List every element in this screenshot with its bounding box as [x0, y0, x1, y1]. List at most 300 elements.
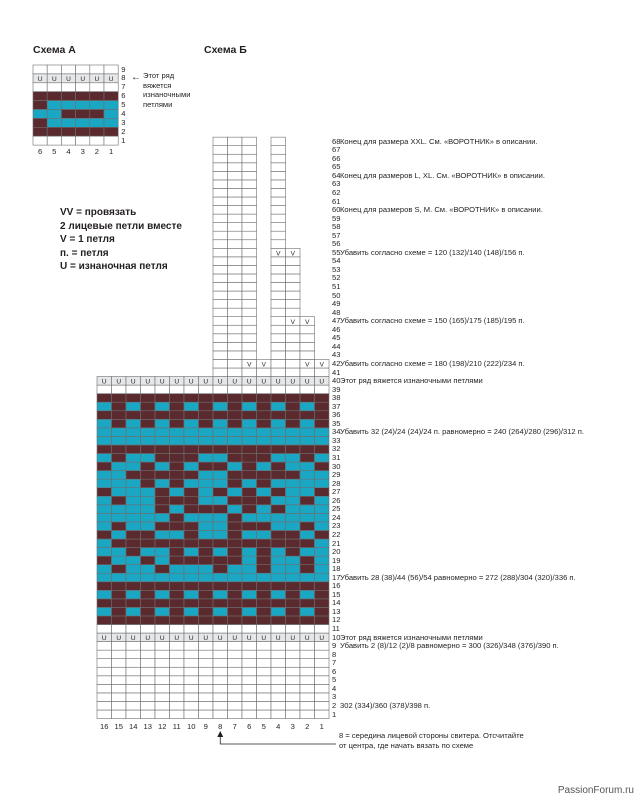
chart-a-col-number: 4: [66, 147, 71, 157]
chart-b-cell: [315, 539, 330, 548]
chart-b-col-number: 14: [129, 721, 138, 731]
chart-b-cell: [242, 180, 257, 189]
chart-b-cell: [286, 368, 301, 377]
chart-a-cell: [104, 65, 118, 74]
chart-b-cell: [170, 522, 185, 531]
chart-b-cell: [184, 599, 199, 608]
chart-b-cell: [286, 573, 301, 582]
chart-b-cell: [170, 650, 185, 659]
chart-b-row-number: 12: [332, 615, 341, 625]
chart-b-cell: [271, 419, 286, 428]
chart-b-cell: [286, 394, 301, 403]
chart-b-cell: [242, 394, 257, 403]
chart-b-cell: [228, 146, 243, 155]
chart-b-cell: [300, 599, 315, 608]
chart-a-cell: [104, 118, 118, 127]
chart-a-cell: [76, 65, 90, 74]
bottom-note-line: от центра, где начать вязать по схеме: [339, 740, 474, 750]
chart-b-cell: [155, 590, 170, 599]
chart-b-cell: [300, 385, 315, 394]
chart-b-cell: [199, 642, 214, 651]
chart-b-cell: [242, 659, 257, 668]
chart-b-cell: [126, 599, 141, 608]
chart-b-cell: [155, 659, 170, 668]
chart-b-cell: [155, 462, 170, 471]
chart-b-cell: [126, 394, 141, 403]
chart-b-cell: [271, 659, 286, 668]
chart-b-cell: [242, 505, 257, 514]
chart-b-cell: [242, 411, 257, 420]
legend-line: U = изнаночная петля: [60, 261, 168, 272]
chart-b-cell: [184, 607, 199, 616]
chart-b-cell: [97, 496, 112, 505]
chart-a-row-number: 4: [121, 109, 126, 118]
chart-b-cell: [228, 530, 243, 539]
chart-b-cell: [141, 573, 156, 582]
chart-b-cell: [286, 556, 301, 565]
chart-b-cell: [155, 530, 170, 539]
chart-b-cell: [213, 317, 228, 326]
purl-symbol: U: [116, 635, 122, 642]
chart-b-cell: [315, 556, 330, 565]
chart-b-cell: [213, 214, 228, 223]
chart-b-cell: [155, 385, 170, 394]
chart-b-cell: [170, 710, 185, 719]
chart-b-cell: [286, 274, 301, 283]
chart-b-cell: [112, 684, 127, 693]
chart-b-cell: [141, 676, 156, 685]
chart-b-cell: [112, 667, 127, 676]
slip-stitch-symbol: V: [276, 250, 281, 258]
chart-a-row-number: 5: [121, 100, 126, 110]
chart-b-cell: [300, 701, 315, 710]
chart-b-cell: [228, 616, 243, 625]
chart-b-cell: [271, 471, 286, 480]
chart-b-cell: [315, 642, 330, 651]
chart-b-cell: [155, 565, 170, 574]
chart-b-cell: [271, 188, 286, 197]
chart-b-cell: [242, 693, 257, 702]
chart-b-cell: [112, 513, 127, 522]
chart-b-cell: [228, 513, 243, 522]
chart-b-cell: [257, 454, 272, 463]
chart-b-cell: [213, 180, 228, 189]
chart-b-cell: [126, 479, 141, 488]
chart-b-cell: [228, 334, 243, 343]
row-annotation: Этот ряд вяжется изнаночными петлями: [340, 376, 483, 386]
chart-b-cell: [286, 291, 301, 300]
chart-b-cell: [242, 197, 257, 206]
purl-symbol: U: [37, 76, 43, 83]
chart-b-cell: [228, 479, 243, 488]
chart-b-cell: [170, 642, 185, 651]
chart-b-cell: [97, 693, 112, 702]
purl-symbol: U: [51, 76, 57, 83]
chart-b-col-number: 9: [203, 721, 208, 731]
chart-b-cell: [286, 565, 301, 574]
chart-b-row-number: 23: [332, 521, 341, 531]
chart-b-cell: [170, 428, 185, 437]
chart-b-cell: [315, 667, 330, 676]
chart-b-cell: [97, 659, 112, 668]
chart-b-cell: [271, 317, 286, 326]
chart-b-cell: [300, 676, 315, 685]
chart-b-cell: [126, 419, 141, 428]
chart-b-cell: [242, 274, 257, 283]
chart-b-cell: [155, 522, 170, 531]
slip-stitch-symbol: V: [261, 361, 266, 369]
chart-b-cell: [257, 530, 272, 539]
chart-b-cell: [257, 625, 272, 634]
chart-b-cell: [155, 402, 170, 411]
chart-b-cell: [300, 394, 315, 403]
chart-b-cell: [271, 539, 286, 548]
chart-b-cell: [213, 590, 228, 599]
chart-b-cell: [257, 616, 272, 625]
chart-b-cell: [97, 436, 112, 445]
purl-symbol: U: [101, 635, 107, 642]
chart-b-cell: [228, 548, 243, 557]
chart-b-cell: [97, 642, 112, 651]
chart-b-cell: [112, 642, 127, 651]
chart-b-cell: [184, 454, 199, 463]
chart-b-cell: [184, 505, 199, 514]
chart-b-cell: [271, 180, 286, 189]
chart-a-cell: [90, 65, 104, 74]
chart-b-cell: [271, 701, 286, 710]
chart-b-cell: [126, 445, 141, 454]
chart-b-cell: [315, 565, 330, 574]
chart-b-cell: [257, 650, 272, 659]
chart-b-cell: [141, 445, 156, 454]
chart-b-cell: [286, 283, 301, 292]
purl-symbol: U: [246, 378, 252, 386]
chart-b-cell: [242, 334, 257, 343]
chart-b-cell: [97, 701, 112, 710]
chart-b-cell: [184, 548, 199, 557]
chart-b-col-number: 11: [172, 721, 181, 731]
chart-b-cell: [112, 590, 127, 599]
chart-b-cell: [213, 368, 228, 377]
chart-b-cell: [97, 650, 112, 659]
chart-a-cell: [47, 110, 61, 119]
chart-b-cell: [228, 642, 243, 651]
chart-b-cell: [300, 539, 315, 548]
chart-b-cell: [112, 599, 127, 608]
chart-b-cell: [315, 693, 330, 702]
chart-b-cell: [199, 616, 214, 625]
chart-b-cell: [97, 428, 112, 437]
chart-a-cell: [76, 110, 90, 119]
chart-b-row-number: 40: [332, 376, 341, 386]
chart-b-cell: [170, 385, 185, 394]
chart-b-cell: [97, 590, 112, 599]
chart-b-cell: [242, 565, 257, 574]
chart-b-cell: [257, 505, 272, 514]
chart-b-cell: [300, 454, 315, 463]
chart-b-cell: [126, 650, 141, 659]
chart-b-row-number: 64: [332, 170, 341, 180]
chart-a-col-number: 2: [94, 147, 99, 157]
chart-b-cell: [199, 488, 214, 497]
chart-b-cell: [286, 445, 301, 454]
chart-b-cell: [271, 163, 286, 172]
chart-b-cell: [97, 710, 112, 719]
chart-b-cell: [199, 436, 214, 445]
chart-b-cell: [126, 616, 141, 625]
purl-symbol: U: [275, 378, 281, 386]
chart-b-cell: [242, 607, 257, 616]
legend-line: VV = провязать: [60, 207, 137, 218]
chart-a-row-number: 6: [121, 91, 126, 101]
chart-b-cell: [213, 693, 228, 702]
chart-b-cell: [170, 479, 185, 488]
chart-b-cell: [199, 454, 214, 463]
chart-b-cell: [228, 308, 243, 317]
chart-b-cell: [242, 445, 257, 454]
chart-b-cell: [271, 206, 286, 215]
chart-b-cell: [315, 650, 330, 659]
chart-b-cell: [155, 471, 170, 480]
chart-b-cell: [242, 137, 257, 146]
chart-a-row-number: 2: [121, 126, 126, 136]
chart-b-cell: [97, 676, 112, 685]
chart-b-cell: [242, 223, 257, 232]
chart-b-cell: [97, 411, 112, 420]
purl-symbol: U: [101, 378, 107, 386]
chart-b-cell: [126, 693, 141, 702]
chart-b-cell: [228, 556, 243, 565]
chart-b-cell: [228, 701, 243, 710]
chart-b-cell: [300, 582, 315, 591]
chart-b-cell: [257, 539, 272, 548]
chart-b-cell: [257, 411, 272, 420]
chart-b-cell: [242, 650, 257, 659]
slip-stitch-symbol: V: [247, 361, 252, 369]
chart-b-cell: [155, 676, 170, 685]
chart-b-cell: [112, 582, 127, 591]
chart-b-cell: [242, 206, 257, 215]
chart-b-cell: [213, 471, 228, 480]
chart-b-cell: [242, 291, 257, 300]
chart-b-cell: [257, 710, 272, 719]
chart-b-cell: [286, 548, 301, 557]
chart-b-row-number: 38: [332, 393, 341, 403]
chart-b-row-number: 3: [332, 692, 337, 702]
chart-b-cell: [242, 342, 257, 351]
chart-a-col-number: 6: [37, 147, 43, 157]
chart-b-row-number: 63: [332, 179, 341, 189]
purl-symbol: U: [66, 76, 71, 83]
chart-b-cell: [271, 462, 286, 471]
chart-a-col-number: 5: [52, 147, 57, 157]
chart-b-cell: [199, 625, 214, 634]
chart-b-cell: [155, 436, 170, 445]
chart-b-cell: [141, 701, 156, 710]
chart-b-cell: [257, 436, 272, 445]
chart-a-col-number: 1: [108, 147, 114, 157]
chart-b-cell: [242, 436, 257, 445]
chart-b-cell: [213, 710, 228, 719]
chart-b-col-number: 7: [232, 721, 237, 731]
chart-b-row-number: 51: [332, 282, 341, 291]
chart-b-cell: [228, 445, 243, 454]
chart-b-row-number: 20: [332, 547, 341, 557]
chart-b-cell: [213, 171, 228, 180]
chart-b-cell: [257, 419, 272, 428]
chart-b-cell: [315, 402, 330, 411]
chart-b-cell: [315, 701, 330, 710]
chart-b-cell: [213, 556, 228, 565]
purl-symbol: U: [232, 378, 238, 386]
chart-b-cell: [184, 650, 199, 659]
chart-b-cell: [213, 625, 228, 634]
chart-b-cell: [315, 590, 330, 599]
chart-b-cell: [184, 496, 199, 505]
chart-b-cell: [199, 462, 214, 471]
left-arrow-icon: ←: [131, 72, 141, 83]
chart-b-cell: [242, 188, 257, 197]
chart-b-cell: [315, 710, 330, 719]
chart-b-cell: [242, 240, 257, 249]
row-annotation: Убавить согласно схеме = 150 (165)/175 (185)/195 п.: [340, 316, 525, 326]
chart-a-cell: [47, 83, 61, 92]
chart-b-row-number: 13: [332, 606, 341, 616]
chart-b-cell: [199, 607, 214, 616]
chart-a-cell: [104, 127, 118, 136]
chart-b-cell: [242, 471, 257, 480]
chart-b-cell: [155, 701, 170, 710]
chart-a-cell: [76, 92, 90, 101]
chart-b-cell: [141, 402, 156, 411]
chart-b-cell: [300, 445, 315, 454]
purl-symbol: U: [108, 76, 114, 83]
chart-b-cell: [257, 701, 272, 710]
chart-a-cell: [47, 92, 61, 101]
chart-b-cell: [271, 197, 286, 206]
chart-b-cell: [97, 445, 112, 454]
chart-b-cell: [300, 684, 315, 693]
chart-b-cell: [155, 556, 170, 565]
chart-a-row-number: 3: [121, 117, 126, 127]
purl-symbol: U: [130, 635, 136, 642]
chart-b-cell: [97, 385, 112, 394]
chart-b-cell: [170, 411, 185, 420]
chart-b-cell: [300, 428, 315, 437]
chart-b-cell: [97, 488, 112, 497]
chart-b-cell: [242, 419, 257, 428]
chart-b-row-number: 43: [332, 350, 341, 360]
chart-b-cell: [286, 590, 301, 599]
chart-b-cell: [300, 505, 315, 514]
chart-b-cell: [257, 385, 272, 394]
chart-b-row-number: 31: [332, 453, 341, 462]
chart-b-cell: [257, 428, 272, 437]
chart-b-cell: [286, 522, 301, 531]
chart-b-cell: [155, 599, 170, 608]
purl-symbol: U: [304, 635, 310, 642]
chart-b-cell: [271, 283, 286, 292]
chart-b-cell: [286, 693, 301, 702]
chart-a-cell: [61, 110, 75, 119]
chart-b-cell: [228, 325, 243, 334]
chart-b-row-number: 5: [332, 675, 337, 685]
chart-b-cell: [97, 616, 112, 625]
chart-b-cell: [228, 359, 243, 368]
chart-b-cell: [141, 590, 156, 599]
chart-b-cell: [286, 599, 301, 608]
purl-symbol: U: [188, 635, 194, 642]
chart-b-cell: [170, 419, 185, 428]
chart-b-cell: [155, 394, 170, 403]
chart-b-cell: [141, 599, 156, 608]
chart-b-cell: [141, 496, 156, 505]
chart-b-cell: [184, 625, 199, 634]
chart-b-cell: [286, 454, 301, 463]
chart-b-cell: [170, 505, 185, 514]
chart-b-cell: [271, 171, 286, 180]
chart-a-title: Схема А: [33, 44, 76, 56]
chart-b-cell: [271, 599, 286, 608]
chart-b-cell: [97, 667, 112, 676]
chart-b-cell: [271, 308, 286, 317]
chart-a-cell: [76, 83, 90, 92]
chart-b-cell: [199, 556, 214, 565]
chart-b-cell: [155, 625, 170, 634]
chart-b-cell: [286, 530, 301, 539]
chart-b-cell: [242, 146, 257, 155]
chart-b-cell: [242, 300, 257, 309]
chart-b-col-number: 12: [158, 721, 167, 731]
chart-b-cell: [315, 522, 330, 531]
chart-b-cell: [213, 359, 228, 368]
chart-b-cell: [170, 590, 185, 599]
chart-b-cell: [141, 659, 156, 668]
purl-symbol: U: [94, 76, 100, 83]
chart-b-cell: [213, 291, 228, 300]
chart-b-cell: [300, 530, 315, 539]
chart-b-cell: [228, 428, 243, 437]
chart-b-cell: [126, 385, 141, 394]
chart-b-cell: [126, 411, 141, 420]
chart-b-cell: [315, 462, 330, 471]
chart-b-cell: [213, 274, 228, 283]
chart-b-cell: [112, 522, 127, 531]
chart-b-cell: [242, 248, 257, 257]
chart-b-cell: [242, 667, 257, 676]
chart-a-cell: [47, 118, 61, 127]
chart-a-cell: [47, 101, 61, 110]
chart-b-cell: [300, 513, 315, 522]
chart-b-cell: [112, 625, 127, 634]
chart-b-cell: [126, 701, 141, 710]
chart-b-cell: [155, 539, 170, 548]
chart-b-cell: [155, 513, 170, 522]
chart-b-cell: [228, 419, 243, 428]
chart-b-cell: [300, 334, 315, 343]
chart-b-cell: [228, 154, 243, 163]
chart-b-cell: [184, 402, 199, 411]
chart-b-cell: [257, 402, 272, 411]
chart-b-cell: [126, 565, 141, 574]
chart-b-cell: [300, 565, 315, 574]
chart-b-cell: [155, 479, 170, 488]
chart-b-col-number: 3: [290, 721, 295, 731]
row-annotation: Убавить 28 (38)/44 (56)/54 равномерно = 272 (288)/304 (320)/336 п.: [340, 572, 576, 582]
chart-b-row-number: 41: [332, 367, 341, 377]
chart-b-row-number: 53: [332, 264, 341, 274]
chart-b-cell: [155, 548, 170, 557]
